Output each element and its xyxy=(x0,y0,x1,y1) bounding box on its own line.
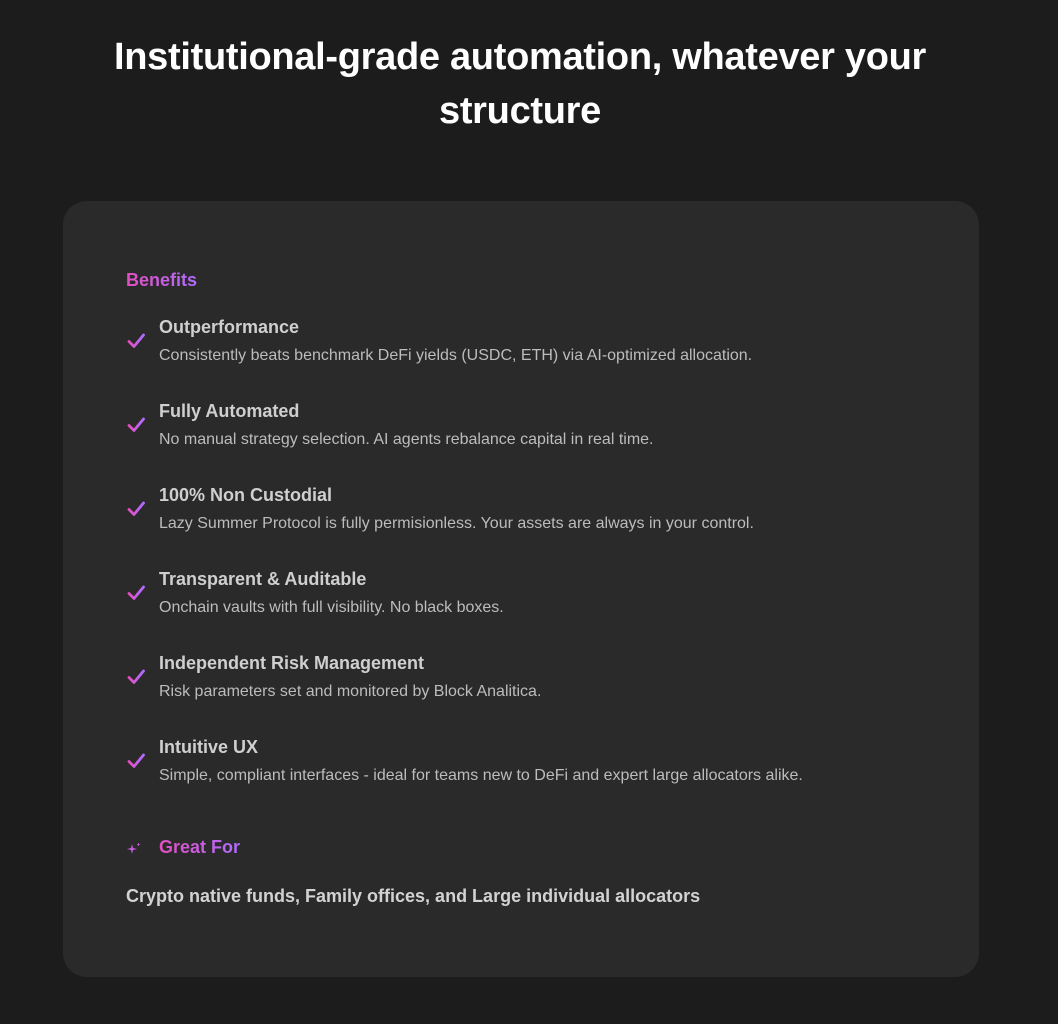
great-for-text: Crypto native funds, Family offices, and Large individual allocators xyxy=(126,886,701,906)
page-headline: Institutional-grade automation, whatever your structure xyxy=(113,36,927,132)
benefit-description: Lazy Summer Protocol is fully permisionless. Your assets are always in your control. xyxy=(159,515,754,532)
great-for-label: Great For xyxy=(159,837,241,857)
benefit-description: Simple, compliant interfaces - ideal for teams new to DeFi and expert large allocators alike. xyxy=(159,767,803,784)
benefit-title: 100% Non Custodial xyxy=(159,485,333,505)
check-icon xyxy=(126,751,146,771)
benefit-title: Fully Automated xyxy=(159,401,300,421)
benefit-description: No manual strategy selection. AI agents rebalance capital in real time. xyxy=(159,431,654,448)
benefit-item xyxy=(126,737,946,797)
benefit-title: Independent Risk Management xyxy=(159,653,425,673)
benefit-description: Risk parameters set and monitored by Block Analitica. xyxy=(159,683,542,700)
check-icon xyxy=(126,667,146,687)
benefits-card xyxy=(63,201,979,977)
benefit-description: Consistently beats benchmark DeFi yields (USDC, ETH) via AI-optimized allocation. xyxy=(159,347,753,364)
benefit-item xyxy=(126,485,946,545)
benefit-title: Transparent & Auditable xyxy=(159,569,367,589)
benefit-title: Outperformance xyxy=(159,317,300,337)
sparkle-icon xyxy=(126,841,142,857)
check-icon xyxy=(126,583,146,603)
benefit-item xyxy=(126,653,946,713)
check-icon xyxy=(126,415,146,435)
benefit-item xyxy=(126,569,946,629)
check-icon xyxy=(126,499,146,519)
benefit-description: Onchain vaults with full visibility. No black boxes. xyxy=(159,599,504,616)
benefit-item xyxy=(126,317,946,377)
benefit-title: Intuitive UX xyxy=(159,737,259,757)
benefit-item xyxy=(126,401,946,461)
check-icon xyxy=(126,331,146,351)
benefits-label: Benefits xyxy=(126,270,198,290)
